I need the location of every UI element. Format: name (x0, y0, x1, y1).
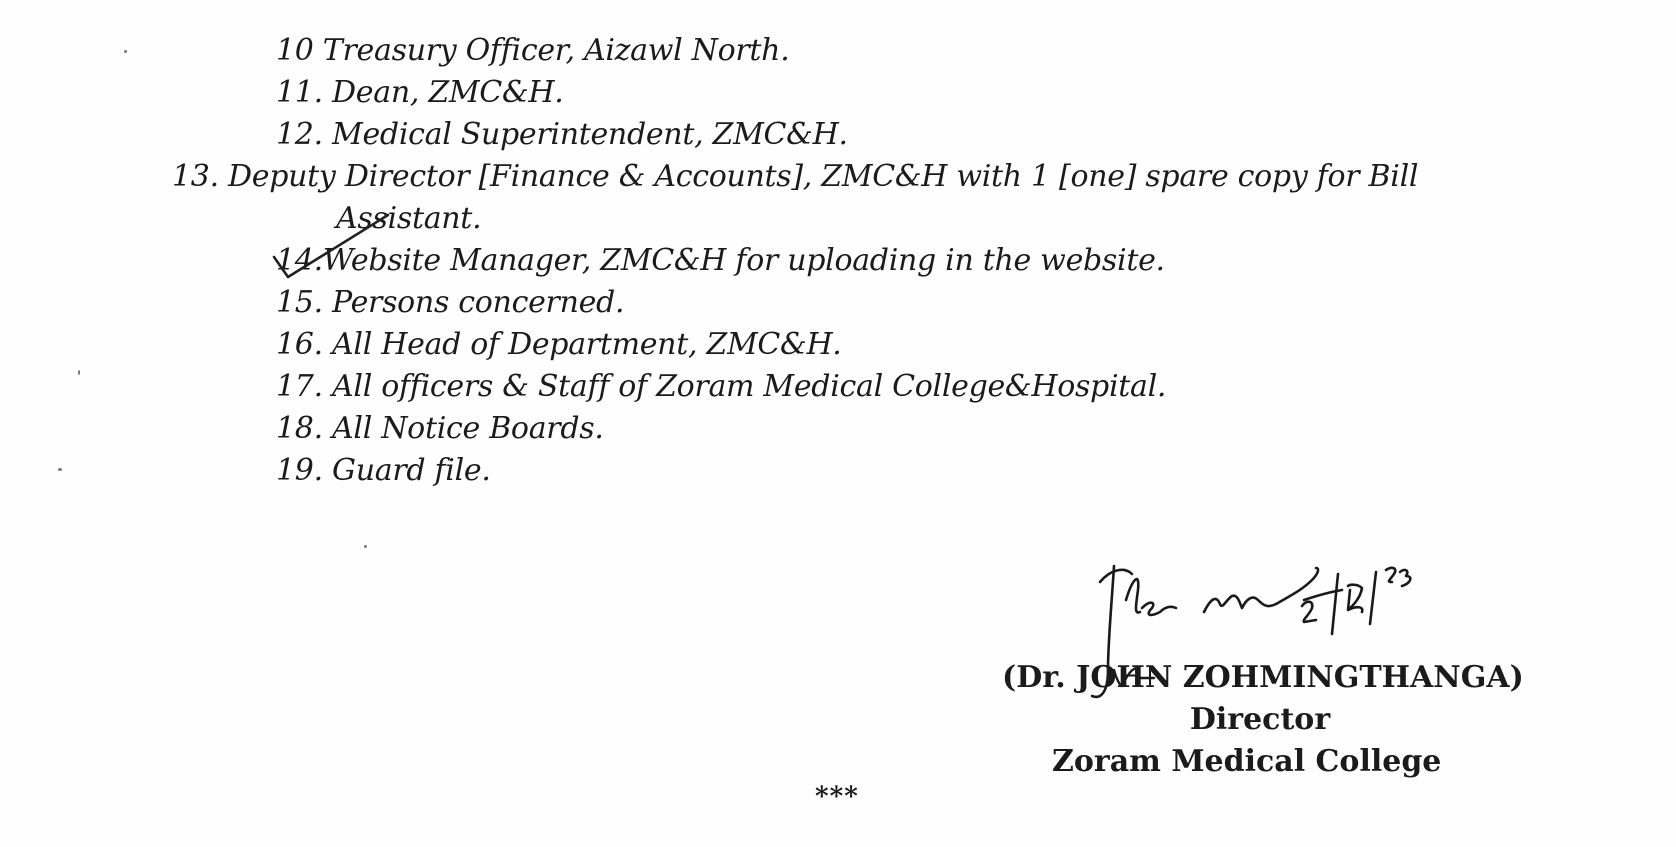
list-item: 11. Dean, ZMC&H. (276, 75, 564, 110)
list-item: 18. All Notice Boards. (276, 411, 604, 446)
list-item: 14.Website Manager, ZMC&H for uploading in the website. (276, 243, 1165, 278)
signatory-name: (Dr. JOHN ZOHMINGTHANGA) (1002, 660, 1524, 695)
list-item: 10 Treasury Officer, Aizawl North. (276, 33, 790, 68)
scan-speck (364, 545, 367, 548)
scan-speck (58, 468, 62, 471)
signature-icon (1080, 560, 1500, 720)
list-item: 13. Deputy Director [Finance & Accounts], ZMC&H with 1 [one] spare copy for Bill (172, 159, 1419, 194)
list-item: 17. All officers & Staff of Zoram Medical College&Hospital. (276, 369, 1167, 404)
list-item: 12. Medical Superintendent, ZMC&H. (276, 117, 848, 152)
list-item: 16. All Head of Department, ZMC&H. (276, 327, 842, 362)
tick-mark-icon (270, 205, 410, 285)
scan-speck (78, 370, 80, 375)
signatory-organization: Zoram Medical College (1052, 744, 1442, 779)
signatory-designation: Director (1189, 702, 1331, 737)
scan-speck (124, 50, 127, 53)
end-mark: *** (815, 782, 859, 812)
list-item: 19. Guard file. (276, 453, 491, 488)
list-item-continuation: Assistant. (336, 201, 482, 236)
list-item: 15. Persons concerned. (276, 285, 625, 320)
